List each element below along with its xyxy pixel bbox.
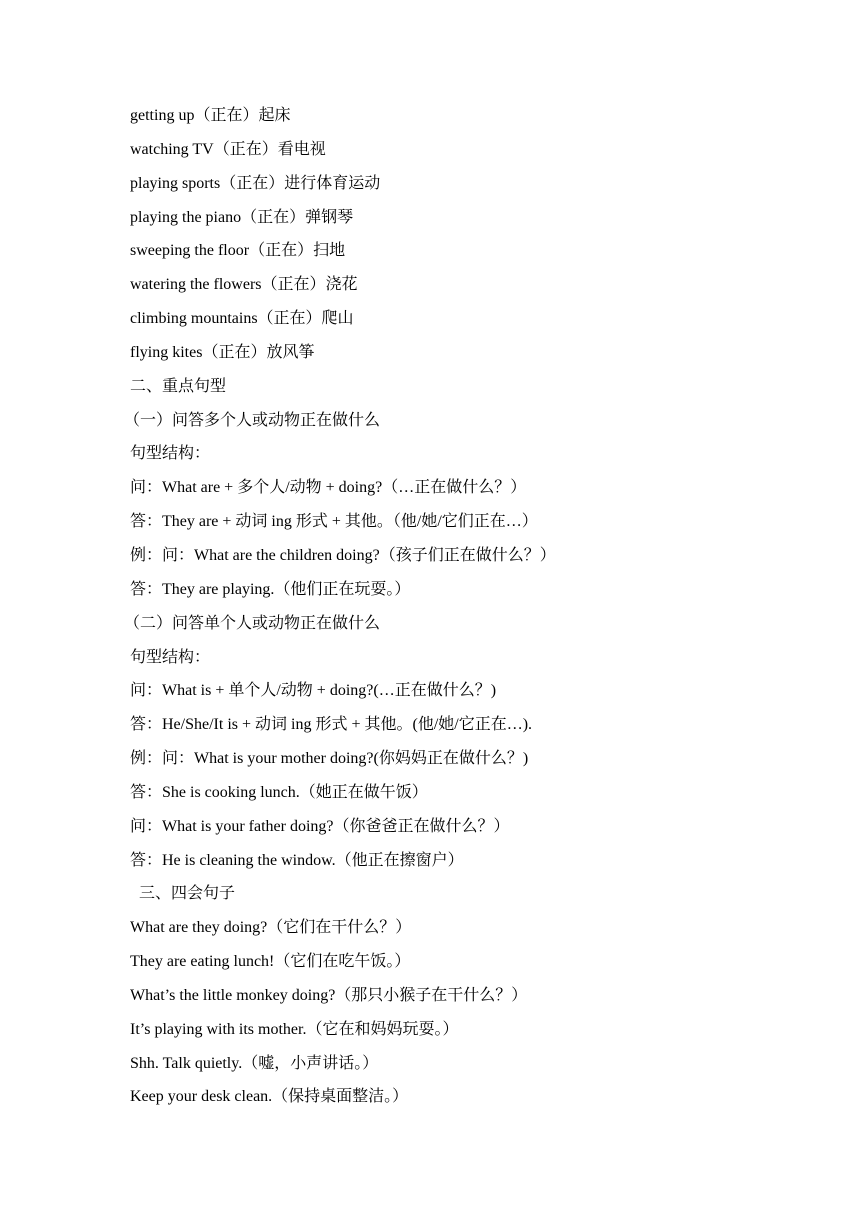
sentence-line-5: Shh. Talk quietly.（嘘，小声讲话。）	[130, 1054, 379, 1072]
document-body	[124, 103, 770, 1118]
example-question: 例：问：What are the children doing?（孩子们正在做什么？）	[130, 546, 556, 564]
structure-label: 句型结构：	[130, 648, 211, 666]
sentence-line-6: Keep your desk clean.（保持桌面整洁。）	[130, 1088, 409, 1106]
sentence-line-3: What’s the little monkey doing?（那只小猴子在干什么？）	[130, 986, 528, 1004]
subsection-heading-1: （一）问答多个人或动物正在做什么	[124, 411, 381, 429]
pattern-answer: 答：He/She/It is + 动词 ing 形式 + 其他。(他/她/它正在…).	[130, 716, 533, 734]
structure-label: 句型结构：	[130, 445, 211, 463]
section-heading-3: 三、四会句子	[139, 885, 236, 903]
example-answer: 答：He is cleaning the window.（他正在擦窗户）	[130, 851, 464, 869]
vocab-line-7: climbing mountains（正在）爬山	[130, 310, 354, 328]
vocab-line-1: getting up（正在）起床	[130, 107, 291, 124]
example-answer: 答：They are playing.（他们正在玩耍。）	[130, 580, 411, 598]
example-question: 问：What is your father doing?（你爸爸正在做什么？）	[130, 817, 510, 835]
vocab-line-5: sweeping the floor（正在）扫地	[130, 242, 346, 260]
subsection-heading-2: （二）问答单个人或动物正在做什么	[124, 614, 381, 632]
pattern-answer: 答：They are + 动词 ing 形式 + 其他。（他/她/它们正在…）	[130, 513, 538, 531]
pattern-question: 问：What are + 多个人/动物 + doing?（…正在做什么？）	[130, 479, 527, 497]
section-heading-2: 二、重点句型	[130, 377, 227, 395]
example-answer: 答：She is cooking lunch.（她正在做午饭）	[130, 783, 428, 801]
vocab-line-3: playing sports（正在）进行体育运动	[130, 174, 381, 192]
vocab-line-8: flying kites（正在）放风筝	[130, 343, 315, 361]
vocab-line-4: playing the piano（正在）弹钢琴	[130, 208, 354, 226]
sentence-line-4: It’s playing with its mother.（它在和妈妈玩耍。）	[130, 1020, 459, 1038]
vocab-line-6: watering the flowers（正在）浇花	[130, 276, 358, 294]
pattern-question: 问：What is + 单个人/动物 + doing?(…正在做什么？)	[130, 682, 497, 700]
sentence-line-2: They are eating lunch!（它们在吃午饭。）	[130, 953, 411, 971]
vocab-line-2: watching TV（正在）看电视	[130, 140, 326, 158]
example-question: 例：问：What is your mother doing?(你妈妈正在做什么？)	[130, 750, 529, 768]
sentence-line-1: What are they doing?（它们在干什么？）	[130, 919, 412, 937]
